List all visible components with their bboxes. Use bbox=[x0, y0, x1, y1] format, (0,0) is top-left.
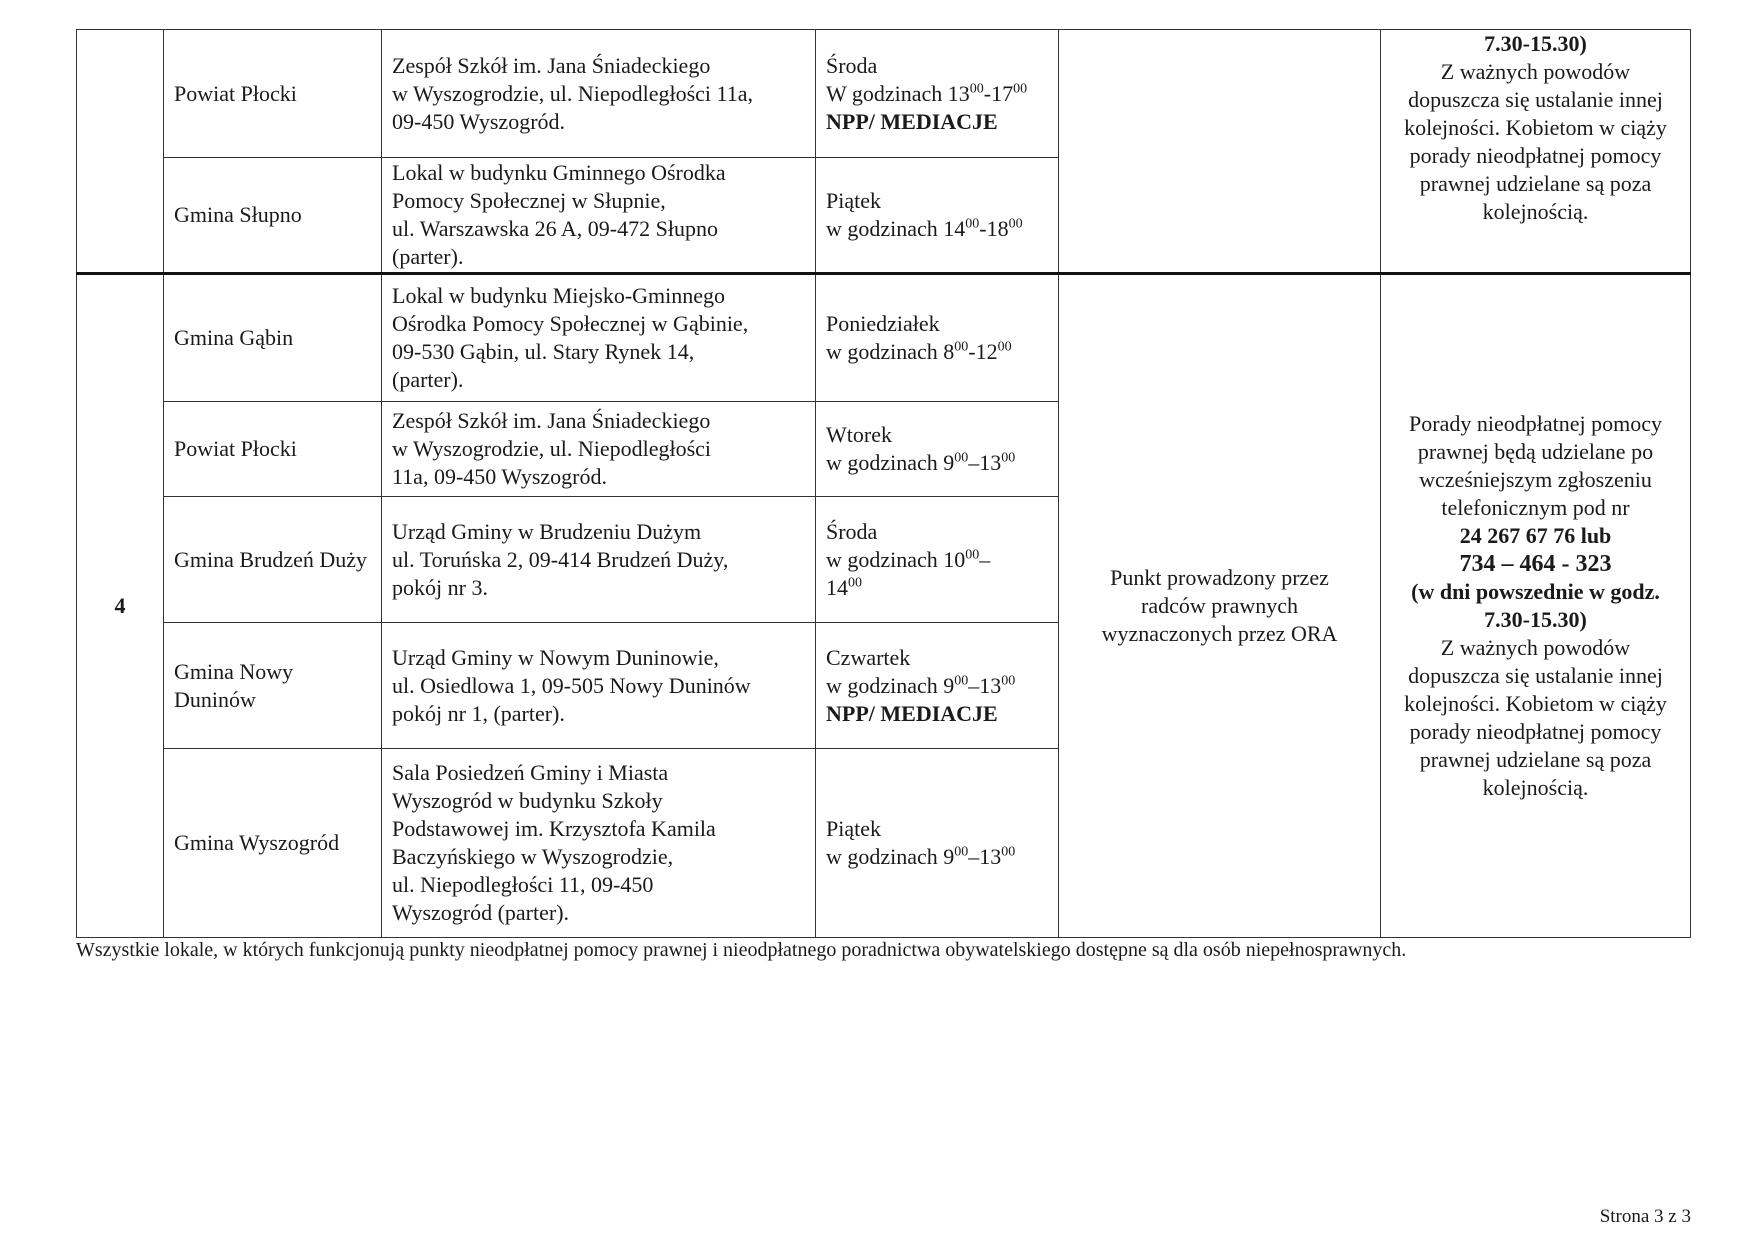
phone-number: 24 267 67 76 lub bbox=[1459, 523, 1612, 548]
gmina-cell: Gmina Nowy Duninów bbox=[164, 623, 382, 749]
table-row bbox=[77, 274, 1691, 402]
schedule-table bbox=[76, 29, 1691, 938]
gmina-cell: Gmina Słupno bbox=[164, 158, 382, 274]
gmina-cell: Gmina Brudzeń Duży bbox=[164, 497, 382, 623]
gmina-cell: Gmina Gąbin bbox=[164, 274, 382, 402]
provider-cell bbox=[1059, 30, 1381, 274]
schedule-cell: Piątek w godzinach $9^{00}-13^{00}$ bbox=[816, 749, 1059, 938]
schedule-cell: Piątek w godzinach $14^{00}-18^{00}$ bbox=[816, 158, 1059, 274]
provider-cell: Punkt prowadzony przez radców prawnych wyznaczonych przez ORA bbox=[1059, 274, 1381, 938]
mediation-label: NPP/ MEDIACJE bbox=[826, 700, 998, 726]
gmina-cell: Powiat Płocki bbox=[164, 30, 382, 158]
info-cell: Porady nieodpłatnej pomocy prawnej będą udzielane po wcześniejszym zgłoszeniu telefonicznym pod nr 24 267 67 76 lub 734 – 464 - 323 (w dni powszednie w godz. 7.30-15.30) Z ważnych powodów dopuszcza się ustalanie innej kolejności. Kobietom w ciąży porady nieodpłatnej pomocy prawnej udzielane są poza kolejnością. bbox=[1381, 274, 1691, 938]
mediation-label: NPP/ MEDIACJE bbox=[826, 108, 998, 134]
table-row bbox=[77, 30, 1691, 158]
phone-number: 734 – 464 - 323 bbox=[1459, 551, 1612, 577]
address-cell: Urząd Gminy w Brudzeniu Dużym ul. Toruńska 2, 09-414 Brudzeń Duży, pokój nr 3. bbox=[382, 497, 816, 623]
schedule-cell: Wtorek w godzinach $9^{00}-13^{00}$ bbox=[816, 402, 1059, 497]
address-cell: Zespół Szkół im. Jana Śniadeckiego w Wyszogrodzie, ul. Niepodległości 11a, 09-450 Wyszogród. bbox=[382, 30, 816, 158]
schedule-cell: Środa w godzinach $10^{00}-$ $14^{00}$ bbox=[816, 497, 1059, 623]
address-cell: Zespół Szkół im. Jana Śniadeckiego w Wyszogrodzie, ul. Niepodległości 11a, 09-450 Wyszogród. bbox=[382, 402, 816, 497]
schedule-cell: Czwartek w godzinach $9^{00}-13^{00}$ NPP/ MEDIACJE bbox=[816, 623, 1059, 749]
address-cell: Lokal w budynku Gminnego Ośrodka Pomocy Społecznej w Słupnie, ul. Warszawska 26 A, 09-472 Słupno (parter). bbox=[382, 158, 816, 274]
accessibility-footnote: Wszystkie lokale, w których funkcjonują punkty nieodpłatnej pomocy prawnej i nieodpłatnego poradnictwa obywatelskiego dostępne są dla osób niepełnosprawnych. bbox=[76, 939, 1407, 961]
address-cell: Urząd Gminy w Nowym Duninowie, ul. Osiedlowa 1, 09-505 Nowy Duninów pokój nr 1, (parter). bbox=[382, 623, 816, 749]
address-cell: Sala Posiedzeń Gminy i Miasta Wyszogród w budynku Szkoły Podstawowej im. Krzysztofa Kamila Baczyńskiego w Wyszogrodzie, ul. Niepodległości 11, 09-450 Wyszogród (parter). bbox=[382, 749, 816, 938]
address-cell: Lokal w budynku Miejsko-Gminnego Ośrodka Pomocy Społecznej w Gąbinie, 09-530 Gąbin, ul. Stary Rynek 14, (parter). bbox=[382, 274, 816, 402]
gmina-cell: Powiat Płocki bbox=[164, 402, 382, 497]
schedule-cell: Poniedziałek w godzinach $8^{00}-12^{00}$ bbox=[816, 274, 1059, 402]
page-number: Strona 3 z 3 bbox=[1599, 1206, 1691, 1227]
row-number-cell bbox=[77, 30, 164, 274]
gmina-cell: Gmina Wyszogród bbox=[164, 749, 382, 938]
info-cell: 7.30-15.30) Z ważnych powodów dopuszcza się ustalanie innej kolejności. Kobietom w ciąży porady nieodpłatnej pomocy prawnej udzielane są poza kolejnością. bbox=[1381, 30, 1691, 274]
schedule-cell: Środa W godzinach $13^{00}-17^{00}$ NPP/ MEDIACJE bbox=[816, 30, 1059, 158]
section-number: 4 bbox=[77, 274, 164, 938]
